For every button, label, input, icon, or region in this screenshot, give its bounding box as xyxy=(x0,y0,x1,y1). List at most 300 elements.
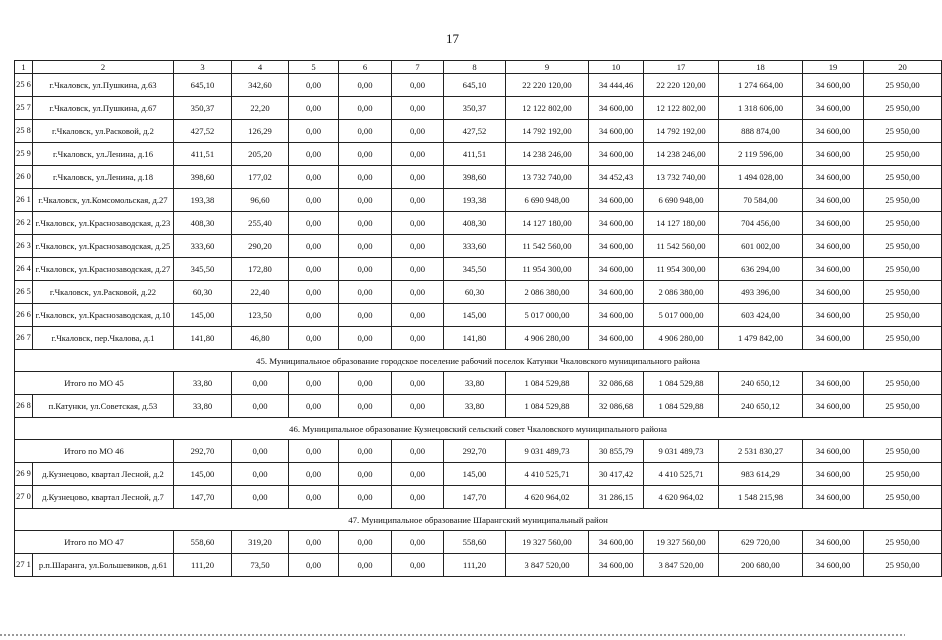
table-cell: 0,00 xyxy=(289,258,339,281)
address-cell: г.Чкаловск, ул.Краснозаводская, д.25 xyxy=(33,235,174,258)
table-cell: 34 600,00 xyxy=(803,97,864,120)
table-cell: 5 017 000,00 xyxy=(506,304,589,327)
table-cell: 25 950,00 xyxy=(864,143,942,166)
table-cell: 25 950,00 xyxy=(864,531,942,554)
table-cell: 0,00 xyxy=(339,281,392,304)
table-cell: 0,00 xyxy=(392,463,444,486)
table-cell: 1 084 529,88 xyxy=(644,395,719,418)
table-cell: 240 650,12 xyxy=(719,395,803,418)
section-title: 46. Муниципальное образование Кузнецовский сельский совет Чкаловского муниципального района xyxy=(15,418,942,440)
table-cell: 34 600,00 xyxy=(589,531,644,554)
table-cell: 255,40 xyxy=(232,212,289,235)
table-cell: 34 600,00 xyxy=(803,74,864,97)
table-cell: 0,00 xyxy=(339,395,392,418)
table-cell: 200 680,00 xyxy=(719,554,803,577)
table-cell: 1 084 529,88 xyxy=(506,372,589,395)
table-cell: 193,38 xyxy=(444,189,506,212)
table-cell: 0,00 xyxy=(289,304,339,327)
table-cell: 427,52 xyxy=(174,120,232,143)
section-title: 47. Муниципальное образование Шарангский муниципальный район xyxy=(15,509,942,531)
table-cell: 25 950,00 xyxy=(864,166,942,189)
table-cell: 1 479 842,00 xyxy=(719,327,803,350)
column-number-header: 8 xyxy=(444,61,506,74)
table-cell: 0,00 xyxy=(339,372,392,395)
table-cell: 34 444,46 xyxy=(589,74,644,97)
table-cell: 25 950,00 xyxy=(864,74,942,97)
table-cell: 172,80 xyxy=(232,258,289,281)
table-cell: 11 954 300,00 xyxy=(506,258,589,281)
table-cell: 411,51 xyxy=(174,143,232,166)
table-cell: 46,80 xyxy=(232,327,289,350)
address-cell: г.Чкаловск, пер.Чкалова, д.1 xyxy=(33,327,174,350)
table-cell: 645,10 xyxy=(444,74,506,97)
table-cell: 34 600,00 xyxy=(589,143,644,166)
table-cell: 601 002,00 xyxy=(719,235,803,258)
address-cell: г.Чкаловск, ул.Расковой, д.22 xyxy=(33,281,174,304)
table-row xyxy=(15,212,942,235)
table-cell: 60,30 xyxy=(444,281,506,304)
table-cell: 493 396,00 xyxy=(719,281,803,304)
table-cell: 25 950,00 xyxy=(864,189,942,212)
table-cell: 34 600,00 xyxy=(589,258,644,281)
table-cell: 22 220 120,00 xyxy=(644,74,719,97)
row-number: 25 8 xyxy=(15,120,33,143)
table-cell: 629 720,00 xyxy=(719,531,803,554)
table-row xyxy=(15,235,942,258)
table-row xyxy=(15,486,942,509)
table-row xyxy=(15,189,942,212)
table-cell: 141,80 xyxy=(444,327,506,350)
table-cell: 0,00 xyxy=(289,486,339,509)
table-cell: 1 084 529,88 xyxy=(644,372,719,395)
municipality-section-row xyxy=(15,509,942,531)
table-row xyxy=(15,304,942,327)
table-cell: 147,70 xyxy=(174,486,232,509)
table-cell: 345,50 xyxy=(444,258,506,281)
table-cell: 603 424,00 xyxy=(719,304,803,327)
row-number: 25 7 xyxy=(15,97,33,120)
table-cell: 0,00 xyxy=(339,258,392,281)
table-cell: 34 600,00 xyxy=(803,554,864,577)
table-cell: 34 600,00 xyxy=(589,327,644,350)
table-cell: 240 650,12 xyxy=(719,372,803,395)
table-cell: 292,70 xyxy=(444,440,506,463)
table-row xyxy=(15,327,942,350)
table-cell: 636 294,00 xyxy=(719,258,803,281)
table-cell: 34 600,00 xyxy=(803,440,864,463)
table-cell: 333,60 xyxy=(444,235,506,258)
table-cell: 0,00 xyxy=(289,395,339,418)
table-cell: 0,00 xyxy=(289,281,339,304)
address-cell: п.Катунки, ул.Советская, д.53 xyxy=(33,395,174,418)
table-cell: 32 086,68 xyxy=(589,395,644,418)
table-cell: 0,00 xyxy=(392,97,444,120)
table-row xyxy=(15,258,942,281)
table-cell: 25 950,00 xyxy=(864,554,942,577)
column-number-header: 4 xyxy=(232,61,289,74)
table-cell: 4 410 525,71 xyxy=(644,463,719,486)
table-cell: 34 600,00 xyxy=(803,463,864,486)
table-cell: 14 792 192,00 xyxy=(644,120,719,143)
column-number-header: 5 xyxy=(289,61,339,74)
table-cell: 34 600,00 xyxy=(589,554,644,577)
address-cell: г.Чкаловск, ул.Расковой, д.2 xyxy=(33,120,174,143)
table-cell: 292,70 xyxy=(174,440,232,463)
address-cell: г.Чкаловск, ул.Ленина, д.16 xyxy=(33,143,174,166)
table-cell: 205,20 xyxy=(232,143,289,166)
table-cell: 350,37 xyxy=(174,97,232,120)
table-row xyxy=(15,395,942,418)
table-cell: 9 031 489,73 xyxy=(506,440,589,463)
column-number-header-row xyxy=(15,61,942,74)
table-cell: 4 620 964,02 xyxy=(644,486,719,509)
row-number: 26 5 xyxy=(15,281,33,304)
table-cell: 0,00 xyxy=(339,304,392,327)
table-cell: 0,00 xyxy=(392,281,444,304)
table-cell: 126,29 xyxy=(232,120,289,143)
table-cell: 0,00 xyxy=(392,395,444,418)
column-number-header: 9 xyxy=(506,61,589,74)
table-cell: 0,00 xyxy=(289,372,339,395)
table-cell: 13 732 740,00 xyxy=(644,166,719,189)
table-cell: 25 950,00 xyxy=(864,463,942,486)
table-cell: 0,00 xyxy=(289,120,339,143)
scan-edge-divider xyxy=(0,634,905,636)
table-cell: 350,37 xyxy=(444,97,506,120)
table-cell: 147,70 xyxy=(444,486,506,509)
table-cell: 14 238 246,00 xyxy=(644,143,719,166)
subtotal-row xyxy=(15,372,942,395)
table-cell: 398,60 xyxy=(174,166,232,189)
table-cell: 13 732 740,00 xyxy=(506,166,589,189)
table-row xyxy=(15,166,942,189)
table-cell: 25 950,00 xyxy=(864,372,942,395)
table-cell: 0,00 xyxy=(289,166,339,189)
table-cell: 0,00 xyxy=(339,143,392,166)
table-cell: 345,50 xyxy=(174,258,232,281)
subtotal-label: Итого по МО 46 xyxy=(15,440,174,463)
table-cell: 25 950,00 xyxy=(864,327,942,350)
table-cell: 14 127 180,00 xyxy=(506,212,589,235)
table-cell: 34 600,00 xyxy=(589,281,644,304)
table-row xyxy=(15,120,942,143)
table-cell: 983 614,29 xyxy=(719,463,803,486)
row-number: 26 0 xyxy=(15,166,33,189)
table-cell: 33,80 xyxy=(174,395,232,418)
table-cell: 34 600,00 xyxy=(589,212,644,235)
table-cell: 0,00 xyxy=(392,258,444,281)
subtotal-label: Итого по МО 47 xyxy=(15,531,174,554)
table-cell: 25 950,00 xyxy=(864,281,942,304)
table-cell: 408,30 xyxy=(174,212,232,235)
municipality-section-row xyxy=(15,418,942,440)
table-cell: 0,00 xyxy=(232,486,289,509)
table-cell: 0,00 xyxy=(289,531,339,554)
table-cell: 558,60 xyxy=(444,531,506,554)
row-number: 25 9 xyxy=(15,143,33,166)
address-cell: г.Чкаловск, ул.Комсомольская, д.27 xyxy=(33,189,174,212)
table-cell: 0,00 xyxy=(289,189,339,212)
table-cell: 2 119 596,00 xyxy=(719,143,803,166)
table-cell: 34 600,00 xyxy=(803,304,864,327)
table-cell: 96,60 xyxy=(232,189,289,212)
table-cell: 31 286,15 xyxy=(589,486,644,509)
table-cell: 73,50 xyxy=(232,554,289,577)
table-cell: 4 410 525,71 xyxy=(506,463,589,486)
table-cell: 22,40 xyxy=(232,281,289,304)
table-cell: 0,00 xyxy=(339,120,392,143)
table-cell: 319,20 xyxy=(232,531,289,554)
row-number: 26 2 xyxy=(15,212,33,235)
subtotal-label: Итого по МО 45 xyxy=(15,372,174,395)
table-cell: 25 950,00 xyxy=(864,304,942,327)
table-cell: 25 950,00 xyxy=(864,235,942,258)
table-cell: 25 950,00 xyxy=(864,212,942,235)
table-cell: 0,00 xyxy=(392,440,444,463)
table-cell: 0,00 xyxy=(289,554,339,577)
table-cell: 408,30 xyxy=(444,212,506,235)
table-cell: 0,00 xyxy=(232,440,289,463)
table-cell: 290,20 xyxy=(232,235,289,258)
table-row xyxy=(15,143,942,166)
subtotal-row xyxy=(15,440,942,463)
table-cell: 0,00 xyxy=(232,463,289,486)
row-number: 27 1 xyxy=(15,554,33,577)
address-cell: г.Чкаловск, ул.Ленина, д.18 xyxy=(33,166,174,189)
table-cell: 3 847 520,00 xyxy=(506,554,589,577)
table-cell: 0,00 xyxy=(232,372,289,395)
row-number: 26 4 xyxy=(15,258,33,281)
table-cell: 0,00 xyxy=(289,74,339,97)
table-cell: 30 855,79 xyxy=(589,440,644,463)
table-cell: 0,00 xyxy=(289,235,339,258)
table-cell: 2 086 380,00 xyxy=(506,281,589,304)
table-cell: 193,38 xyxy=(174,189,232,212)
table-cell: 888 874,00 xyxy=(719,120,803,143)
row-number: 26 9 xyxy=(15,463,33,486)
table-cell: 4 906 280,00 xyxy=(506,327,589,350)
table-cell: 0,00 xyxy=(339,97,392,120)
table-cell: 2 086 380,00 xyxy=(644,281,719,304)
table-cell: 0,00 xyxy=(392,143,444,166)
table-cell: 22,20 xyxy=(232,97,289,120)
table-cell: 6 690 948,00 xyxy=(506,189,589,212)
table-cell: 1 494 028,00 xyxy=(719,166,803,189)
table-cell: 34 600,00 xyxy=(803,189,864,212)
table-cell: 34 600,00 xyxy=(803,212,864,235)
row-number: 27 0 xyxy=(15,486,33,509)
table-cell: 0,00 xyxy=(289,97,339,120)
table-cell: 32 086,68 xyxy=(589,372,644,395)
table-cell: 0,00 xyxy=(392,531,444,554)
table-cell: 0,00 xyxy=(339,235,392,258)
table-cell: 0,00 xyxy=(289,143,339,166)
table-cell: 34 600,00 xyxy=(589,304,644,327)
table-cell: 333,60 xyxy=(174,235,232,258)
address-cell: д.Кузнецово, квартал Лесной, д.7 xyxy=(33,486,174,509)
address-cell: г.Чкаловск, ул.Краснозаводская, д.23 xyxy=(33,212,174,235)
table-cell: 0,00 xyxy=(392,554,444,577)
subtotal-row xyxy=(15,531,942,554)
column-number-header: 19 xyxy=(803,61,864,74)
column-number-header: 1 xyxy=(15,61,33,74)
table-cell: 0,00 xyxy=(289,463,339,486)
table-cell: 0,00 xyxy=(392,235,444,258)
table-cell: 33,80 xyxy=(444,372,506,395)
table-cell: 34 600,00 xyxy=(803,281,864,304)
table-row xyxy=(15,281,942,304)
table-cell: 34 600,00 xyxy=(803,120,864,143)
table-cell: 141,80 xyxy=(174,327,232,350)
section-title: 45. Муниципальное образование городское поселение рабочий поселок Катунки Чкаловского муниципального района xyxy=(15,350,942,372)
table-cell: 0,00 xyxy=(232,395,289,418)
table-cell: 4 620 964,02 xyxy=(506,486,589,509)
table-cell: 6 690 948,00 xyxy=(644,189,719,212)
table-cell: 177,02 xyxy=(232,166,289,189)
column-number-header: 17 xyxy=(644,61,719,74)
table-cell: 34 600,00 xyxy=(803,531,864,554)
table-cell: 9 031 489,73 xyxy=(644,440,719,463)
table-cell: 0,00 xyxy=(339,463,392,486)
table-cell: 1 274 664,00 xyxy=(719,74,803,97)
table-cell: 34 600,00 xyxy=(803,143,864,166)
table-cell: 0,00 xyxy=(339,440,392,463)
table-cell: 34 452,43 xyxy=(589,166,644,189)
table-cell: 34 600,00 xyxy=(589,189,644,212)
table-cell: 70 584,00 xyxy=(719,189,803,212)
table-cell: 2 531 830,27 xyxy=(719,440,803,463)
table-cell: 0,00 xyxy=(289,327,339,350)
table-cell: 0,00 xyxy=(339,74,392,97)
table-cell: 645,10 xyxy=(174,74,232,97)
table-cell: 25 950,00 xyxy=(864,120,942,143)
table-cell: 145,00 xyxy=(174,304,232,327)
address-cell: г.Чкаловск, ул.Пушкина, д.63 xyxy=(33,74,174,97)
table-cell: 34 600,00 xyxy=(803,258,864,281)
table-cell: 0,00 xyxy=(392,372,444,395)
table-cell: 25 950,00 xyxy=(864,258,942,281)
table-row xyxy=(15,97,942,120)
table-cell: 3 847 520,00 xyxy=(644,554,719,577)
table-cell: 0,00 xyxy=(339,531,392,554)
table-cell: 1 548 215,98 xyxy=(719,486,803,509)
table-cell: 14 127 180,00 xyxy=(644,212,719,235)
row-number: 26 3 xyxy=(15,235,33,258)
table-cell: 19 327 560,00 xyxy=(644,531,719,554)
address-cell: г.Чкаловск, ул.Краснозаводская, д.27 xyxy=(33,258,174,281)
table-cell: 0,00 xyxy=(339,554,392,577)
address-cell: д.Кузнецово, квартал Лесной, д.2 xyxy=(33,463,174,486)
column-number-header: 3 xyxy=(174,61,232,74)
table-cell: 33,80 xyxy=(444,395,506,418)
row-number: 26 6 xyxy=(15,304,33,327)
table-cell: 0,00 xyxy=(392,486,444,509)
table-cell: 145,00 xyxy=(444,463,506,486)
column-number-header: 2 xyxy=(33,61,174,74)
table-cell: 0,00 xyxy=(392,189,444,212)
table-cell: 19 327 560,00 xyxy=(506,531,589,554)
table-cell: 34 600,00 xyxy=(589,120,644,143)
housing-repair-table xyxy=(14,60,942,577)
table-row xyxy=(15,463,942,486)
table-cell: 1 084 529,88 xyxy=(506,395,589,418)
column-number-header: 10 xyxy=(589,61,644,74)
table-cell: 111,20 xyxy=(444,554,506,577)
table-cell: 34 600,00 xyxy=(589,97,644,120)
table-row xyxy=(15,554,942,577)
table-cell: 0,00 xyxy=(339,486,392,509)
address-cell: г.Чкаловск, ул.Краснозаводская, д.10 xyxy=(33,304,174,327)
table-cell: 145,00 xyxy=(444,304,506,327)
table-cell: 14 792 192,00 xyxy=(506,120,589,143)
table-cell: 4 906 280,00 xyxy=(644,327,719,350)
table-cell: 12 122 802,00 xyxy=(506,97,589,120)
table-cell: 0,00 xyxy=(392,74,444,97)
page-number: 17 xyxy=(446,31,459,46)
table-cell: 11 954 300,00 xyxy=(644,258,719,281)
table-cell: 25 950,00 xyxy=(864,486,942,509)
table-cell: 30 417,42 xyxy=(589,463,644,486)
table-cell: 0,00 xyxy=(339,189,392,212)
column-number-header: 7 xyxy=(392,61,444,74)
table-cell: 25 950,00 xyxy=(864,440,942,463)
address-cell: р.п.Шаранга, ул.Большевиков, д.61 xyxy=(33,554,174,577)
table-cell: 0,00 xyxy=(289,440,339,463)
table-cell: 398,60 xyxy=(444,166,506,189)
table-cell: 427,52 xyxy=(444,120,506,143)
table-cell: 11 542 560,00 xyxy=(506,235,589,258)
table-cell: 11 542 560,00 xyxy=(644,235,719,258)
table-cell: 111,20 xyxy=(174,554,232,577)
row-number: 26 8 xyxy=(15,395,33,418)
table-cell: 0,00 xyxy=(289,212,339,235)
table-body xyxy=(15,61,942,577)
table-cell: 60,30 xyxy=(174,281,232,304)
row-number: 26 1 xyxy=(15,189,33,212)
table-cell: 1 318 606,00 xyxy=(719,97,803,120)
table-cell: 34 600,00 xyxy=(803,372,864,395)
table-cell: 558,60 xyxy=(174,531,232,554)
table-row xyxy=(15,74,942,97)
table-cell: 34 600,00 xyxy=(803,166,864,189)
table-cell: 34 600,00 xyxy=(589,235,644,258)
table-cell: 34 600,00 xyxy=(803,235,864,258)
table-cell: 25 950,00 xyxy=(864,395,942,418)
table-cell: 411,51 xyxy=(444,143,506,166)
table-cell: 0,00 xyxy=(392,120,444,143)
table-cell: 0,00 xyxy=(392,304,444,327)
table-cell: 0,00 xyxy=(339,166,392,189)
row-number: 25 6 xyxy=(15,74,33,97)
municipality-section-row xyxy=(15,350,942,372)
table-cell: 704 456,00 xyxy=(719,212,803,235)
row-number: 26 7 xyxy=(15,327,33,350)
table-cell: 34 600,00 xyxy=(803,486,864,509)
table-cell: 145,00 xyxy=(174,463,232,486)
table-cell: 0,00 xyxy=(339,327,392,350)
table-cell: 33,80 xyxy=(174,372,232,395)
table-cell: 34 600,00 xyxy=(803,395,864,418)
table-cell: 34 600,00 xyxy=(803,327,864,350)
column-number-header: 6 xyxy=(339,61,392,74)
table-cell: 0,00 xyxy=(392,212,444,235)
table-cell: 25 950,00 xyxy=(864,97,942,120)
column-number-header: 20 xyxy=(864,61,942,74)
table-cell: 0,00 xyxy=(392,327,444,350)
table-cell: 123,50 xyxy=(232,304,289,327)
column-number-header: 18 xyxy=(719,61,803,74)
table-cell: 0,00 xyxy=(339,212,392,235)
